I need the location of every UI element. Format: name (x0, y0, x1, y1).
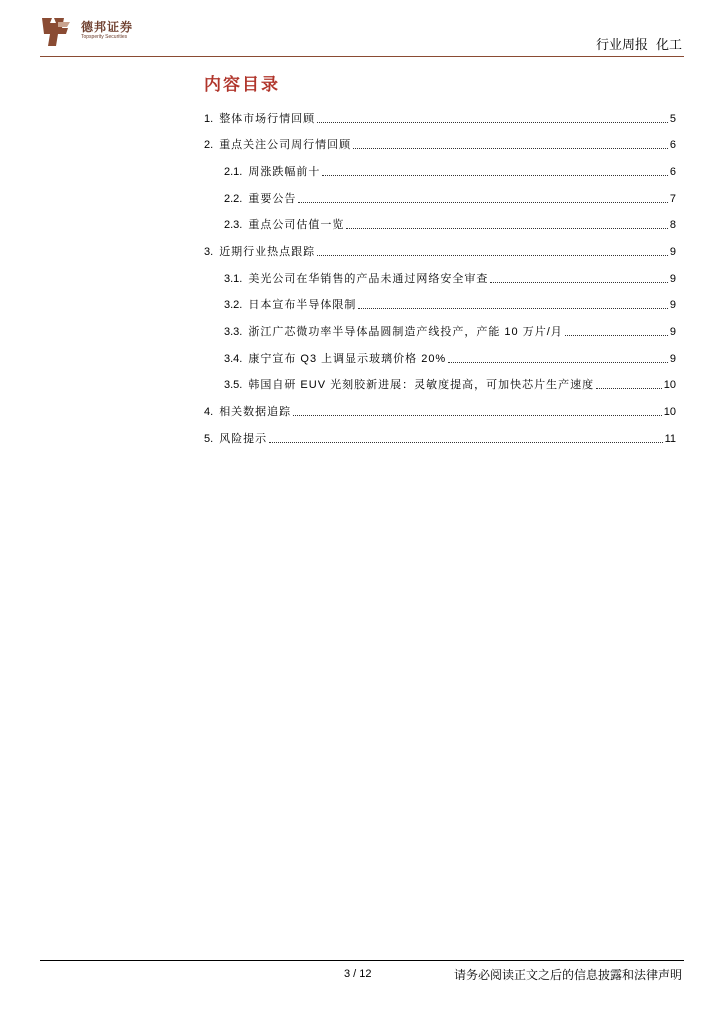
toc-entry-number: 3.3. (224, 326, 243, 338)
toc-entry-number: 2.3. (224, 219, 243, 231)
toc-subentry[interactable] (224, 294, 676, 312)
toc-leader-dots (298, 202, 668, 203)
toc-entry-number: 2.2. (224, 193, 243, 205)
logo-english-name: Topsperity Securities (81, 34, 128, 40)
toc-leader-dots (317, 255, 668, 256)
report-type: 行业周报 (595, 37, 648, 52)
toc-entry-text: 相关数据追踪 (219, 406, 292, 418)
toc-entry-page: 6 (669, 139, 676, 151)
page-indicator: 3 / 12 (344, 968, 372, 980)
bull-logo-icon (40, 14, 76, 50)
toc-leader-dots (317, 122, 668, 123)
toc-entry-text: 整体市场行情回顾 (219, 113, 316, 125)
toc-entry-text: 重点关注公司周行情回顾 (219, 139, 352, 151)
toc-leader-dots (596, 388, 662, 389)
toc-entry-page: 9 (669, 299, 676, 311)
toc-entry-page: 8 (669, 219, 676, 231)
toc-leader-dots (448, 362, 668, 363)
toc-entry-page: 5 (669, 113, 676, 125)
toc-entry-number: 5. (204, 433, 214, 445)
toc-leader-dots (346, 228, 668, 229)
toc-leader-dots (322, 175, 668, 176)
report-category (588, 34, 682, 53)
toc-entry-text: 重点公司估值一览 (248, 219, 345, 231)
toc-entry-text: 近期行业热点跟踪 (219, 246, 316, 258)
toc-entry-text: 美光公司在华销售的产品未通过网络安全审查 (248, 273, 489, 285)
toc-entry-page: 6 (669, 166, 676, 178)
toc-entry-number: 3.1. (224, 273, 243, 285)
toc-leader-dots (358, 308, 668, 309)
toc-entry-page: 9 (669, 246, 676, 258)
toc-subentry[interactable] (224, 374, 676, 392)
toc-subentry[interactable] (224, 188, 676, 206)
toc-entry-page: 10 (663, 379, 676, 391)
toc-entry-page: 10 (663, 406, 676, 418)
toc-entry-page: 9 (669, 353, 676, 365)
toc-entry[interactable] (204, 108, 676, 126)
toc-leader-dots (269, 442, 662, 443)
toc-leader-dots (353, 148, 668, 149)
toc-entry-page: 7 (669, 193, 676, 205)
toc-title: 内容目录 (204, 75, 280, 94)
toc-entry[interactable] (204, 401, 676, 419)
toc-entry-number: 4. (204, 406, 214, 418)
toc-entry[interactable] (204, 428, 676, 446)
toc-entry-text: 韩国自研 EUV 光刻胶新进展：灵敏度提高，可加快芯片生产速度 (248, 379, 595, 391)
company-logo (40, 14, 160, 50)
toc-entry-page: 9 (669, 273, 676, 285)
toc-entry-page: 11 (664, 433, 676, 445)
header-divider (40, 56, 684, 57)
toc-subentry[interactable] (224, 214, 676, 232)
toc-entry-text: 风险提示 (219, 433, 268, 445)
toc-entry-number: 2.1. (224, 166, 243, 178)
toc-entry-text: 康宁宣布 Q3 上调显示玻璃价格 20% (248, 353, 447, 365)
toc-entry[interactable] (204, 241, 676, 259)
toc-entry-number: 3. (204, 246, 214, 258)
toc-entry-number: 3.2. (224, 299, 243, 311)
toc-entry-text: 浙江广芯微功率半导体晶圆制造产线投产，产能 10 万片/月 (248, 326, 563, 338)
toc-leader-dots (490, 282, 668, 283)
toc-subentry[interactable] (224, 348, 676, 366)
toc-entry-number: 2. (204, 139, 214, 151)
industry-label: 化工 (655, 37, 682, 52)
toc-leader-dots (565, 335, 668, 336)
footer-disclaimer: 请务必阅读正文之后的信息披露和法律声明 (453, 968, 682, 982)
toc-entry-text: 日本宣布半导体限制 (248, 299, 357, 311)
toc-entry-text: 周涨跌幅前十 (248, 166, 321, 178)
toc-entry-number: 3.4. (224, 353, 243, 365)
toc-leader-dots (293, 415, 662, 416)
footer-divider (40, 960, 684, 961)
toc-entry-number: 1. (204, 113, 214, 125)
toc-entry-number: 3.5. (224, 379, 243, 391)
toc-subentry[interactable] (224, 321, 676, 339)
logo-company-name: 德邦证券 (81, 20, 134, 34)
toc-entry[interactable] (204, 134, 676, 152)
toc-entry-page: 9 (669, 326, 676, 338)
toc-subentry[interactable] (224, 161, 676, 179)
toc-subentry[interactable] (224, 268, 676, 286)
toc-entry-text: 重要公告 (248, 193, 297, 205)
